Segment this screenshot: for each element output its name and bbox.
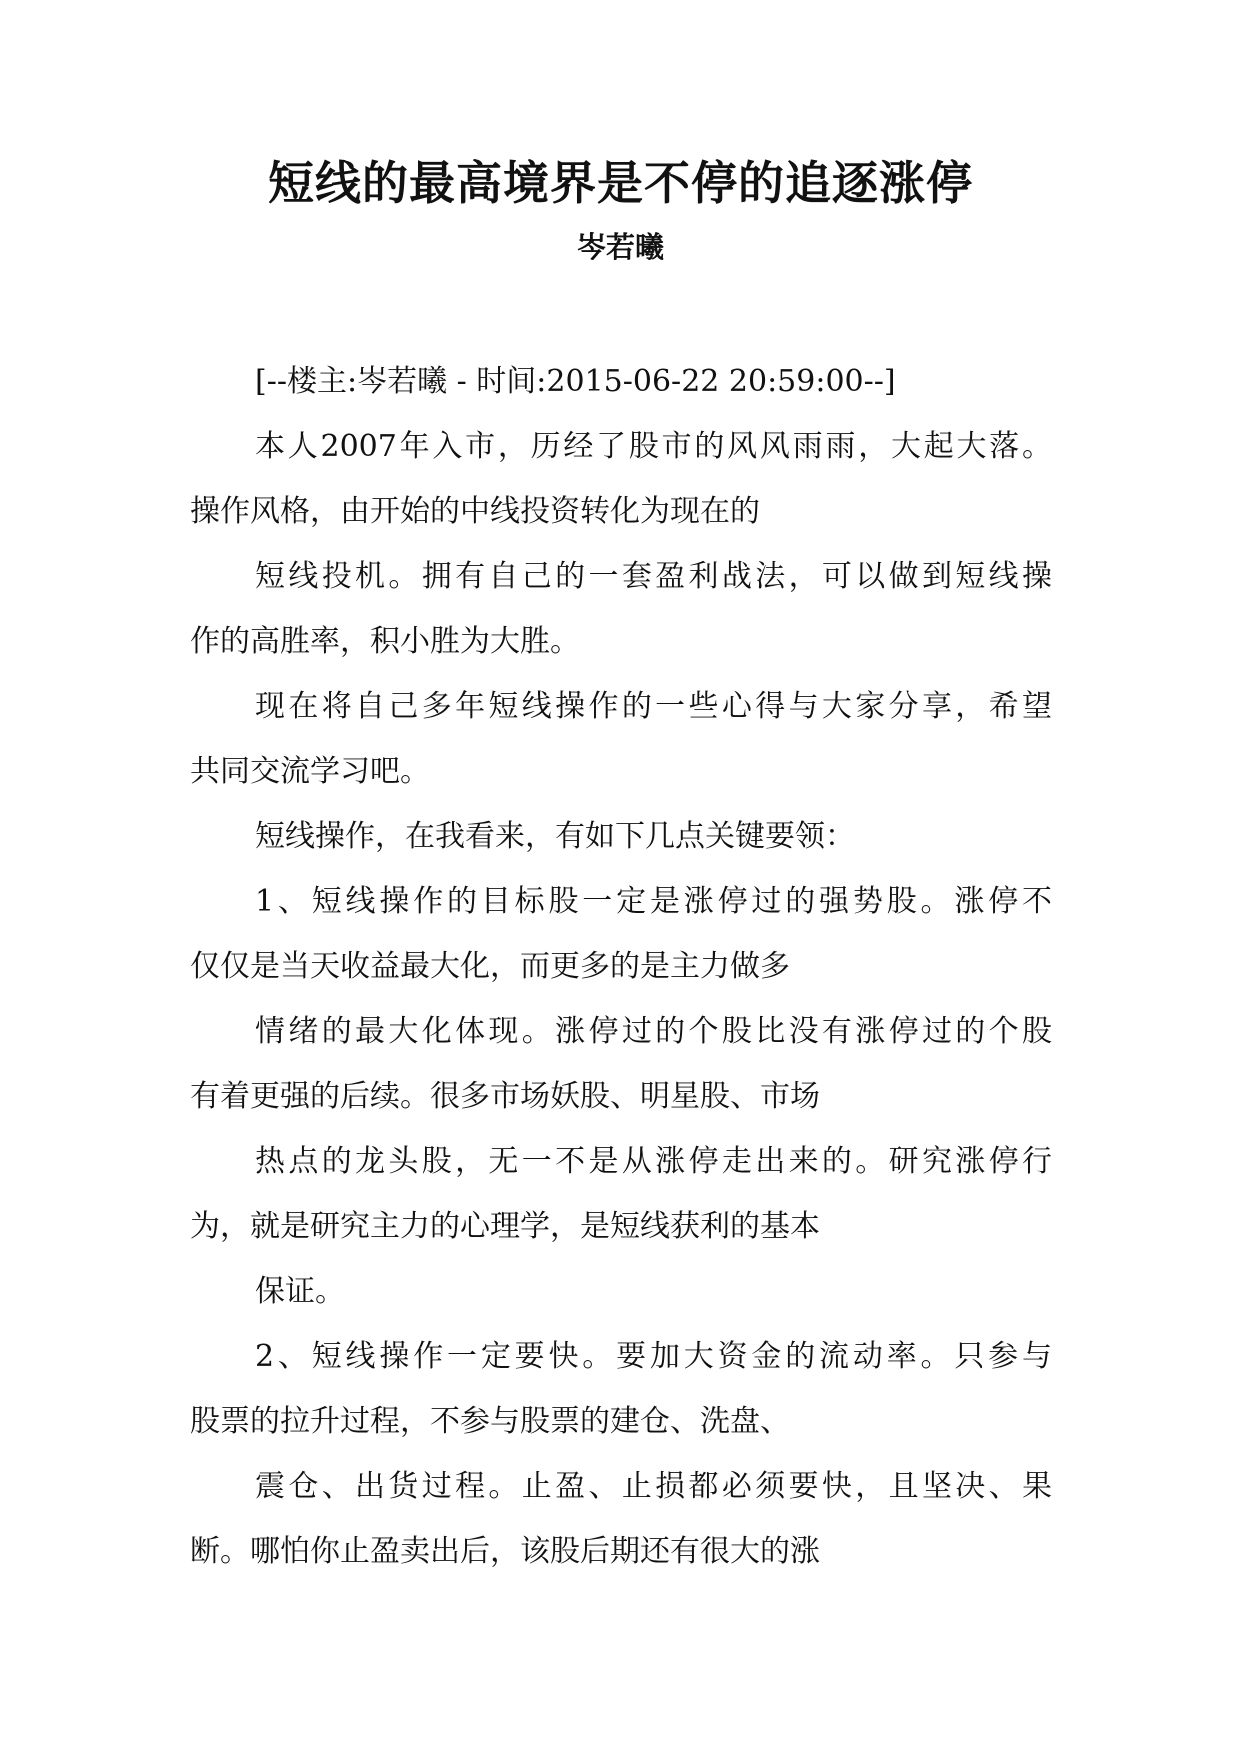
document-body <box>190 349 1052 1584</box>
paragraph-line: 作的高胜率，积小胜为大胜。 <box>190 624 580 659</box>
paragraph-line: 操作风格，由开始的中线投资转化为现在的 <box>190 494 760 529</box>
paragraph-line: [--楼主:岑若曦 - 时间:2015-06-22 20:59:00--] <box>255 364 896 399</box>
document-title: 短线的最高境界是不停的追逐涨停 <box>268 156 973 210</box>
paragraph-line: 为，就是研究主力的心理学，是短线获利的基本 <box>190 1209 820 1244</box>
paragraph-line: 本人2007年入市，历经了股市的风风雨雨，大起大落。 <box>255 429 1052 464</box>
paragraph-line: 短线操作，在我看来，有如下几点关键要领： <box>255 819 855 854</box>
paragraph-line: 1、短线操作的目标股一定是涨停过的强势股。涨停不 <box>255 884 1052 919</box>
paragraph-line: 股票的拉升过程，不参与股票的建仓、洗盘、 <box>190 1404 790 1439</box>
paragraph-line: 短线投机。拥有自己的一套盈利战法，可以做到短线操 <box>255 559 1052 594</box>
paragraph-line: 情绪的最大化体现。涨停过的个股比没有涨停过的个股 <box>255 1014 1052 1049</box>
paragraph-line: 震仓、出货过程。止盈、止损都必须要快，且坚决、果 <box>255 1469 1052 1504</box>
paragraph-line: 共同交流学习吧。 <box>190 754 430 789</box>
paragraph-line: 仅仅是当天收益最大化，而更多的是主力做多 <box>190 949 790 984</box>
paragraph-line: 热点的龙头股，无一不是从涨停走出来的。研究涨停行 <box>255 1144 1052 1179</box>
paragraph-line: 断。哪怕你止盈卖出后，该股后期还有很大的涨 <box>190 1534 820 1569</box>
paragraph-line: 保证。 <box>255 1274 345 1309</box>
document-author: 岑若曦 <box>576 230 664 264</box>
paragraph-line: 有着更强的后续。很多市场妖股、明星股、市场 <box>190 1079 820 1114</box>
paragraph-line: 2、短线操作一定要快。要加大资金的流动率。只参与 <box>255 1339 1052 1374</box>
paragraph-line: 现在将自己多年短线操作的一些心得与大家分享，希望 <box>255 689 1052 724</box>
